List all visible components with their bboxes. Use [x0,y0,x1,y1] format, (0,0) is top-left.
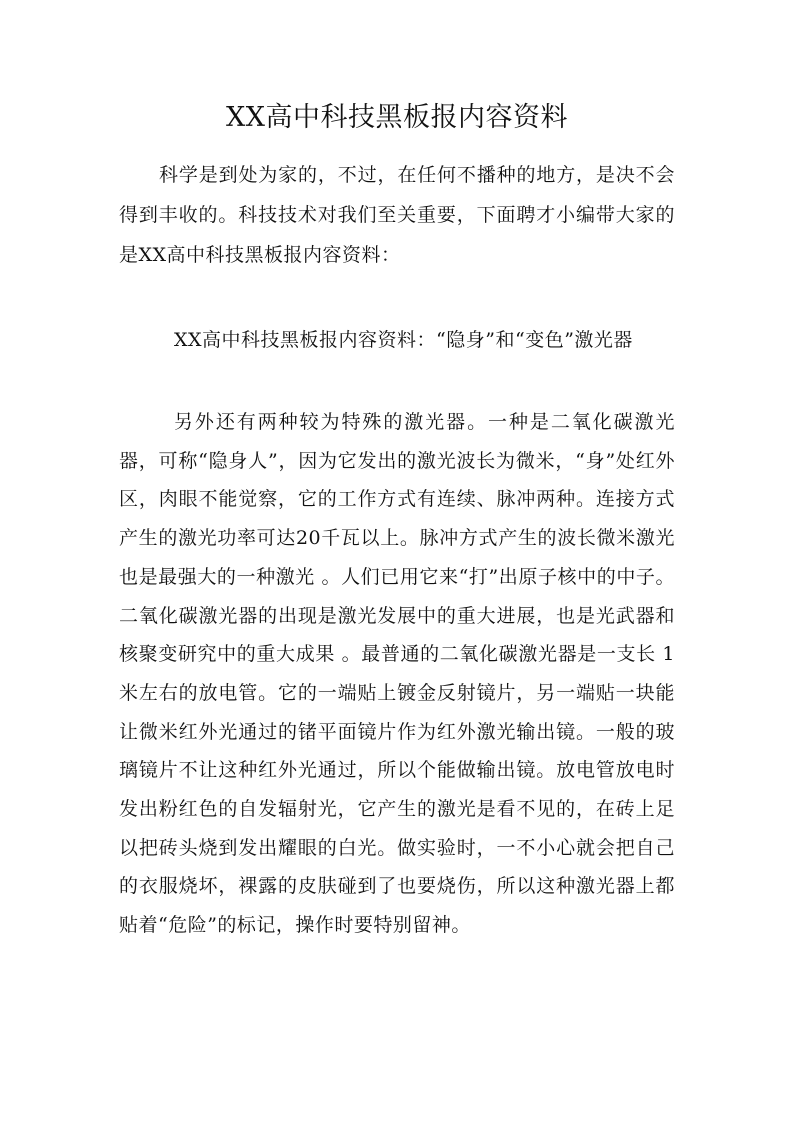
intro-paragraph: 科学是到处为家的，不过，在任何不播种的地方，是决不会得到丰收的。科技技术对我们至关重要，下面聘才小编带大家的是XX高中科技黑板报内容资料： [119,164,675,266]
section-heading: XX高中科技黑板报内容资料：“隐身”和“变色”激光器 [174,329,633,351]
body-paragraph: 另外还有两种较为特殊的激光器。一种是二氧化碳激光器，可称“隐身人”，因为它发出的激光波长为微米，“身”处红外区，肉眼不能觉察，它的工作方式有连续、脉冲两种。连接方式产生的激光功率可达20千瓦以上。脉冲方式产生的波长微米激光也是最强大的一种激光 。人们已用它来“打”出原子核中的中子。二氧化碳激光器的出现是激光发展中的重大进展，也是光武器和核聚变研究中的重大成果 。最普通的二氧化碳激光器是一支长 1米左右的放电管。它的一端贴上镀金反射镜片，另一端贴一块能让微米红外光通过的锗平面镜片作为红外激光输出镜。一般的玻璃镜片不让这种红外光通过，所以个能做输出镜。放电管放电时发出粉红色的自发辐射光，它产生的激光是看不见的，在砖上足以把砖头烧到发出耀眼的白光。做实验时，一不小心就会把自己的衣服烧坏，裸露的皮肤碰到了也要烧伤，所以这种激光器上都贴着“危险”的标记，操作时要特别留神。 [119,411,675,937]
document-title: XX高中科技黑板报内容资料 [226,102,568,133]
